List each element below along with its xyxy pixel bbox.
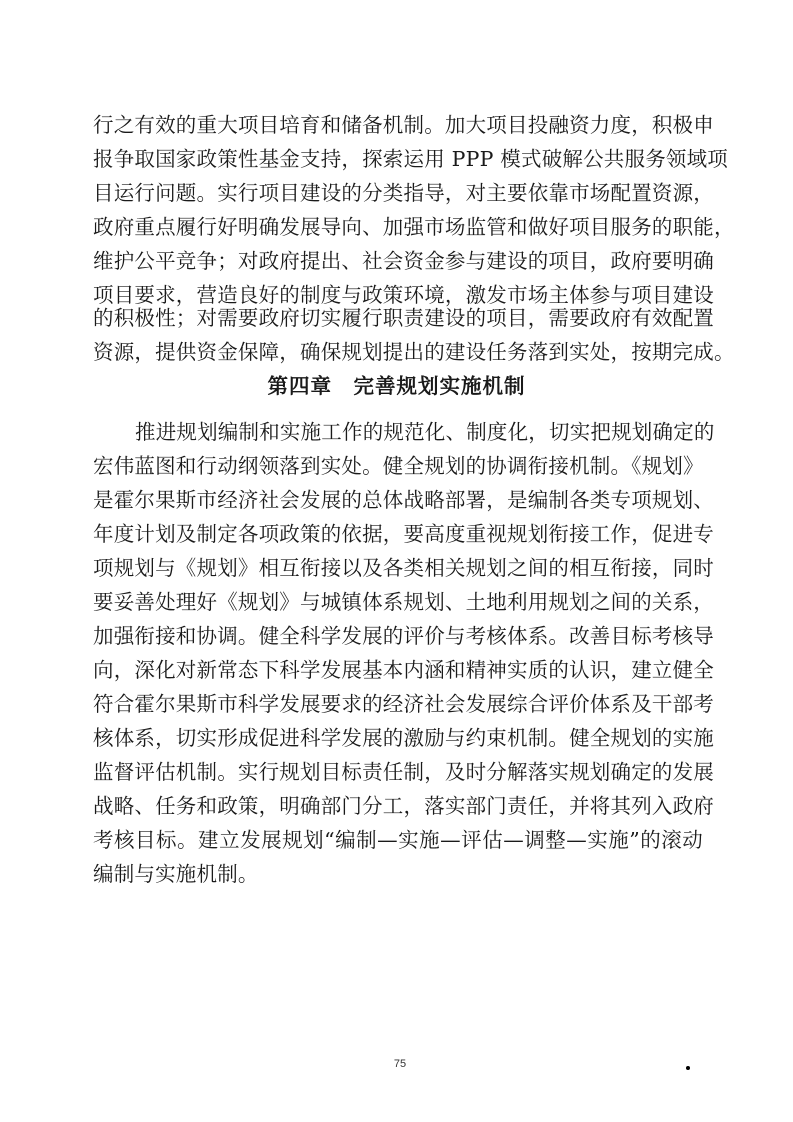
paragraph2-line-5: 项规划与《规划》相互衔接以及各类相关规划之间的相互衔接，同时 (93, 556, 714, 580)
page-number: 75 (393, 1058, 407, 1070)
paragraph1-line-3: 目运行问题。实行项目建设的分类指导，对主要依靠市场配置资源， (93, 181, 714, 205)
footer-dot (686, 1066, 690, 1070)
paragraph1-line-8: 资源，提供资金保障，确保规划提出的建设任务落到实处，按期完成。 (93, 340, 735, 364)
paragraph1-line-2: 报争取国家政策性基金支持，探索运用 PPP 模式破解公共服务领域项 (93, 147, 729, 171)
paragraph2-line-1: 推进规划编制和实施工作的规范化、制度化，切实把规划确定的 (135, 420, 715, 444)
paragraph1-line-4: 政府重点履行好明确发展导向、加强市场监管和做好项目服务的职能， (93, 215, 735, 239)
paragraph2-line-7: 加强衔接和协调。健全科学发展的评价与考核体系。改善目标考核导 (93, 624, 714, 648)
paragraph1-line-7: 的积极性；对需要政府切实履行职责建设的项目，需要政府有效配置 (93, 306, 714, 330)
paragraph2-line-6: 要妥善处理好《规划》与城镇体系规划、土地利用规划之间的关系， (93, 590, 714, 614)
paragraph1-line-6: 项目要求，营造良好的制度与政策环境，激发市场主体参与项目建设 (93, 283, 714, 307)
chapter-heading: 第四章 完善规划实施机制 (267, 374, 526, 398)
paragraph1-line-1: 行之有效的重大项目培育和储备机制。加大项目投融资力度，积极申 (93, 113, 714, 137)
paragraph2-line-12: 战略、任务和政策，明确部门分工，落实部门责任，并将其列入政府 (93, 794, 714, 818)
paragraph2-line-11: 监督评估机制。实行规划目标责任制，及时分解落实规划确定的发展 (93, 760, 714, 784)
paragraph2-line-13: 考核目标。建立发展规划“编制—实施—评估—调整—实施”的滚动 (93, 828, 703, 852)
paragraph2-line-14: 编制与实施机制。 (93, 862, 259, 886)
paragraph2-line-9: 符合霍尔果斯市科学发展要求的经济社会发展综合评价体系及干部考 (93, 692, 714, 716)
paragraph2-line-8: 向，深化对新常态下科学发展基本内涵和精神实质的认识，建立健全 (93, 658, 714, 682)
paragraph2-line-2: 宏伟蓝图和行动纲领落到实处。健全规划的协调衔接机制。《规划》 (93, 454, 704, 478)
paragraph1-line-5: 维护公平竞争；对政府提出、社会资金参与建设的项目，政府要明确 (93, 249, 714, 273)
paragraph2-line-3: 是霍尔果斯市经济社会发展的总体战略部署，是编制各类专项规划、 (93, 488, 714, 512)
paragraph2-line-4: 年度计划及制定各项政策的依据，要高度重视规划衔接工作，促进专 (93, 522, 714, 546)
paragraph2-line-10: 核体系，切实形成促进科学发展的激励与约束机制。健全规划的实施 (93, 726, 714, 750)
